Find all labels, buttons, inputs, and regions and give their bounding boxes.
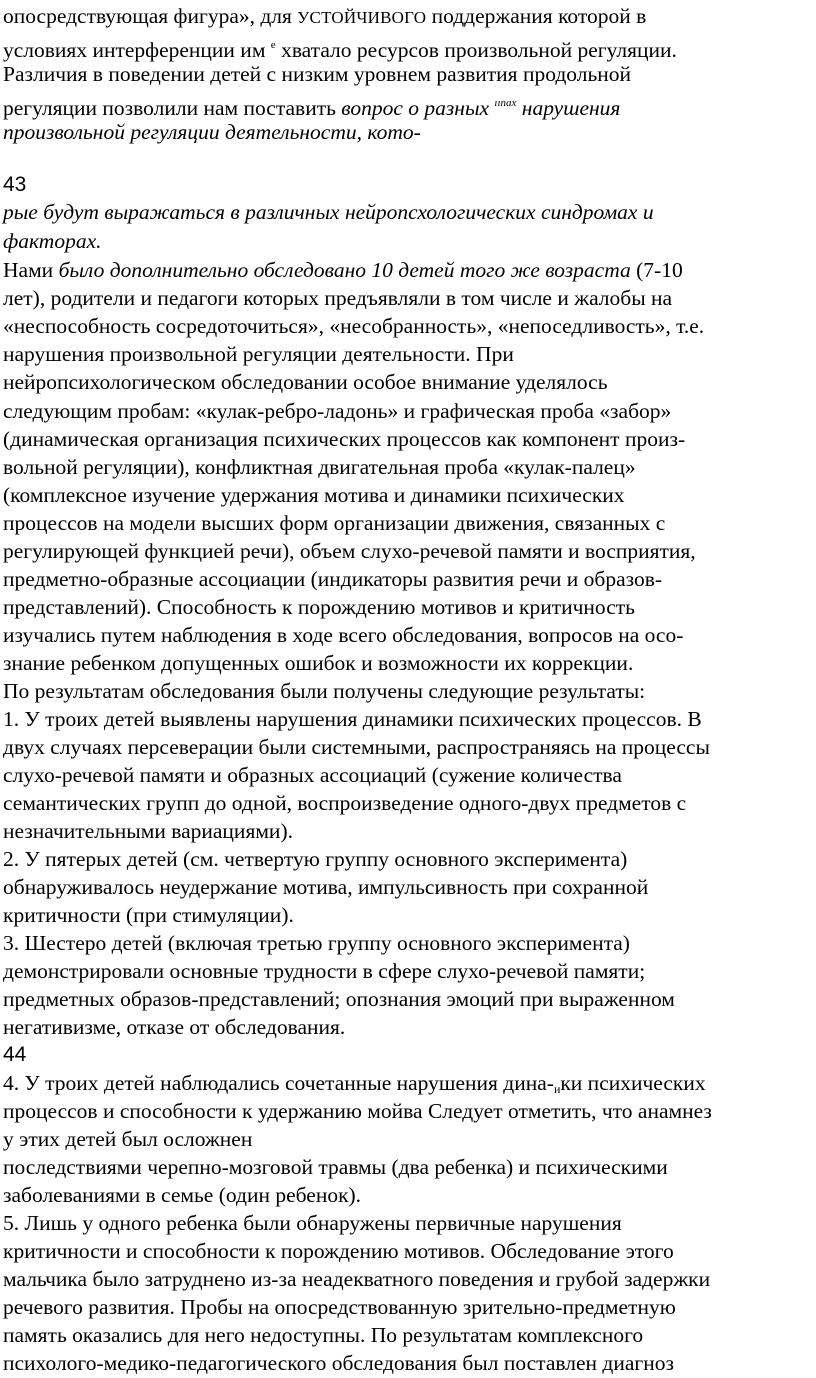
text-line: последствиями черепно-мозговой травмы (два ребенка) и психическими: [3, 1155, 668, 1179]
text-line: Различия в поведении детей с низким уровнем развития продольной: [3, 62, 632, 86]
text-line: факторах.: [3, 229, 102, 253]
text-line: память оказались для него недоступны. По результатам комплексного: [3, 1323, 644, 1347]
text-line: изучались путем наблюдения в ходе всего обследования, вопросов на осо-: [3, 623, 684, 647]
text-line: опосредствующая фигура», для УСТОЙЧИВОГО поддержания которой в: [3, 4, 647, 28]
text-line: обнаруживалось неудержание мотива, импульсивность при сохранной: [3, 875, 649, 899]
text-line: рые будут выражаться в различных нейропсхологических синдромах и: [3, 200, 654, 224]
text-line: предметных образов-представлений; опознания эмоций при выраженном: [3, 987, 675, 1011]
text-line: следующим пробам: «кулак-ребро-ладонь» и графическая проба «забор»: [3, 399, 672, 423]
text-line: (комплексное изучение удержания мотива и динамики психических: [3, 483, 625, 507]
text-line: лет), родители и педагоги которых предъявляли в том числе и жалобы на: [3, 286, 673, 310]
text-line: нарушения произвольной регуляции деятельности. При: [3, 342, 514, 366]
text-line: негативизме, отказе от обследования.: [3, 1015, 346, 1039]
text-line: заболеваниями в семье (один ребенок).: [3, 1183, 362, 1207]
text-line: процессов на модели высших форм организации движения, связанных с: [3, 511, 666, 535]
text-line: нейропсихологическом обследовании особое внимание уделялось: [3, 370, 608, 394]
text-line: представлений). Способность к порождению мотивов и критичность: [3, 595, 635, 619]
text-line: процессов и способности к удержанию мойва Следует отметить, что анамнез: [3, 1099, 712, 1123]
text-line: регуляции позволили нам поставить вопрос о разных $^{ıınax}$ нарушения: [3, 96, 621, 120]
text-line: речевого развития. Пробы на опосредствованную зрительно-предметную: [3, 1295, 676, 1319]
list-item: 3. Шестеро детей (включая третью группу основного эксперимента): [3, 931, 630, 955]
text-line: знание ребенком допущенных ошибок и возможности их коррекции.: [3, 651, 634, 675]
list-item: 2. У пятерых детей (см. четвертую группу основного эксперимента): [3, 847, 628, 871]
text-line: семантических групп до одной, воспроизведение одного-двух предметов с: [3, 791, 687, 815]
page-number: 43: [3, 173, 27, 196]
text-line: регулирующей функцией речи), объем слухо-речевой памяти и восприятия,: [3, 539, 696, 563]
list-item: 5. Лишь у одного ребенка были обнаружены первичные нарушения: [3, 1211, 622, 1235]
text-line: демонстрировали основные трудности в сфере слухо-речевой памяти;: [3, 959, 646, 983]
text-line: условиях интерференции им $^е$ хватало ресурсов произвольной регуляции.: [3, 38, 677, 62]
text-line: мальчика было затруднено из-за неадекватного поведения и грубой задержки: [3, 1267, 711, 1291]
list-item: 4. У троих детей наблюдались сочетанные нарушения дина-$_ики$ психических: [3, 1071, 706, 1096]
text-line: предметно-образные ассоциации (индикаторы развития речи и образов-: [3, 567, 663, 591]
page-number: 44: [3, 1043, 27, 1066]
text-line: (динамическая организация психических процессов как компонент произ-: [3, 427, 686, 451]
text-line: двух случаях персеверации были системными, распространяясь на процессы: [3, 735, 710, 759]
text-line: незначительными вариациями).: [3, 819, 293, 843]
text-line: критичности и способности к порождению мотивов. Обследование этого: [3, 1239, 674, 1263]
text-line: произвольной регуляции деятельности, кото-: [3, 120, 421, 144]
text-line: Нами было дополнительно обследовано 10 детей того же возраста (7-10: [3, 258, 683, 282]
text-line: По результатам обследования были получены следующие результаты:: [3, 679, 646, 703]
text-line: вольной регуляции), конфликтная двигательная проба «кулак-палец»: [3, 455, 636, 479]
text-line: «неспособность сосредоточиться», «несобранность», «непоседливость», т.е.: [3, 314, 705, 338]
list-item: 1. У троих детей выявлены нарушения динамики психических процессов. В: [3, 707, 702, 731]
text-line: психолого-медико-педагогического обследования был поставлен диагноз: [3, 1351, 674, 1375]
text-line: слухо-речевой памяти и образных ассоциаций (сужение количества: [3, 763, 622, 787]
text-line: критичности (при стимуляции).: [3, 903, 294, 927]
text-line: у этих детей был осложнен: [3, 1127, 253, 1151]
